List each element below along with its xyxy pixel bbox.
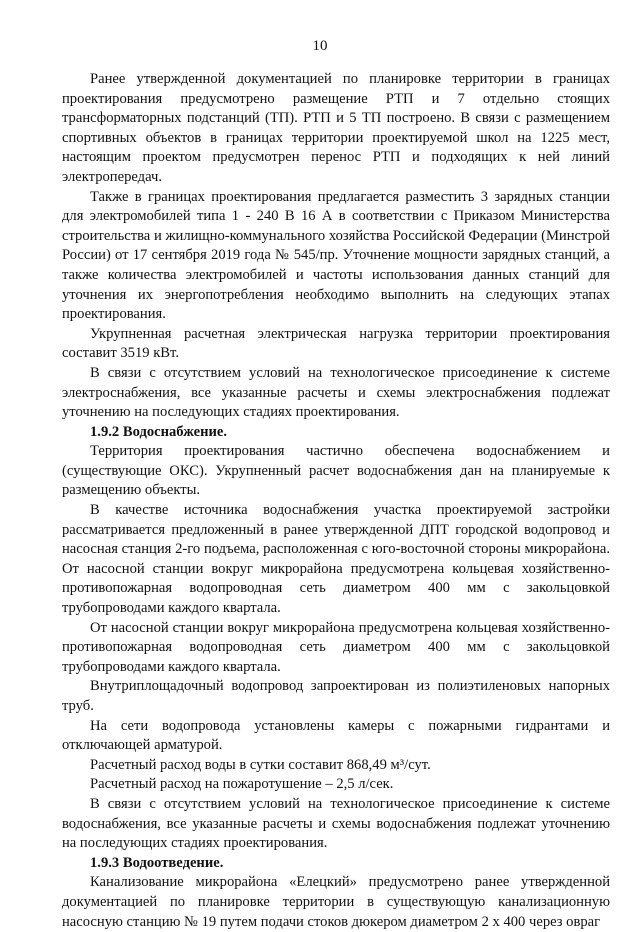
paragraph-hydrants: На сети водопровода установлены камеры с пожарными гидрантами и отключающей арматурой.: [62, 717, 610, 754]
paragraph-water-ring: От насосной станции вокруг микрорайона предусмотрена кольцевая хозяйственно-противопожарная водопроводная сеть диаметром 400 мм с закольцовкой трубопроводами каждого квартала.: [62, 619, 610, 675]
paragraph-sewerage: Канализование микрорайона «Елецкий» предусмотрено ранее утвержденной документацией по планировке территории в существующую канализационную насосную станцию № 19 путем подачи стоков дюкером диаметром 2 х 400 через овраг: [62, 874, 610, 930]
paragraph-water-pipes: Внутриплощадочный водопровод запроектирован из полиэтиленовых напорных труб.: [62, 678, 610, 714]
paragraph-electric-load: Укрупненная расчетная электрическая нагрузка территории проектирования составит 3519 кВт.: [62, 325, 610, 362]
heading-sewerage: 1.9.3 Водоотведение.: [90, 854, 224, 871]
paragraph-water-source: В качестве источника водоснабжения участка проектируемой застройки рассматривается предложенный в ранее утвержденной ДПТ городской водопровод и насосная станция 2-го подъема, расположенная с юго-восточной стороны микрорайона. От насосной станции вокруг микрорайона предусмотрена кольцевая хозяйственно-противопожарная водопроводная сеть диаметром 400 мм с закольцовкой трубопроводами каждого квартала.: [62, 502, 610, 617]
paragraph-water-territory: Территория проектирования частично обеспечена водоснабжением и (существующие ОКС). Укрупненный расчет водоснабжения дан на планируемые к размещению объекты.: [62, 443, 610, 499]
document-body: [62, 70, 610, 932]
page-number: 10: [312, 38, 328, 54]
paragraph-fire-flow: Расчетный расход на пожаротушение – 2,5 л/сек.: [90, 776, 394, 793]
paragraph-power-conditions: В связи с отсутствием условий на технологическое присоединение к системе электроснабжения, все указанные расчеты и схемы электроснабжения подлежат уточнению на последующих стадиях проектирования.: [62, 364, 610, 421]
paragraph-water-conditions: В связи с отсутствием условий на технологическое присоединение к системе водоснабжения, все указанные расчеты и схемы водоснабжения подлежат уточнению на последующих стадиях проектирования.: [62, 795, 610, 852]
paragraph-daily-flow: Расчетный расход воды в сутки составит 868,49 м³/сут.: [90, 756, 431, 773]
paragraph-charging-stations: Также в границах проектирования предлагается разместить 3 зарядных станции для электромобилей типа 1 - 240 В 16 А в соответствии с Приказом Министерства строительства и жилищно-коммунального хозяйства Российской Федерации (Минстрой России) от 17 сентября 2019 года № 545/пр. Уточнение мощности зарядных станций, а также количества электромобилей и частоты использования данных станций для уточнения их энергопотребления необходимо выполнить на следующих этапах проектирования.: [62, 188, 610, 323]
heading-water-supply: 1.9.2 Водоснабжение.: [90, 423, 228, 440]
paragraph-power-rtp: Ранее утвержденной документацией по планировке территории в границах проектирования предусмотрено размещение РТП и 7 отдельно стоящих трансформаторных подстанций (ТП). РТП и 5 ТП построено. В связи с размещением спортивных объектов в границах территории проектируемой школ на 1225 мест, настоящим проектом предусмотрен перенос РТП и подходящих к ней линий электропередач.: [62, 71, 610, 185]
